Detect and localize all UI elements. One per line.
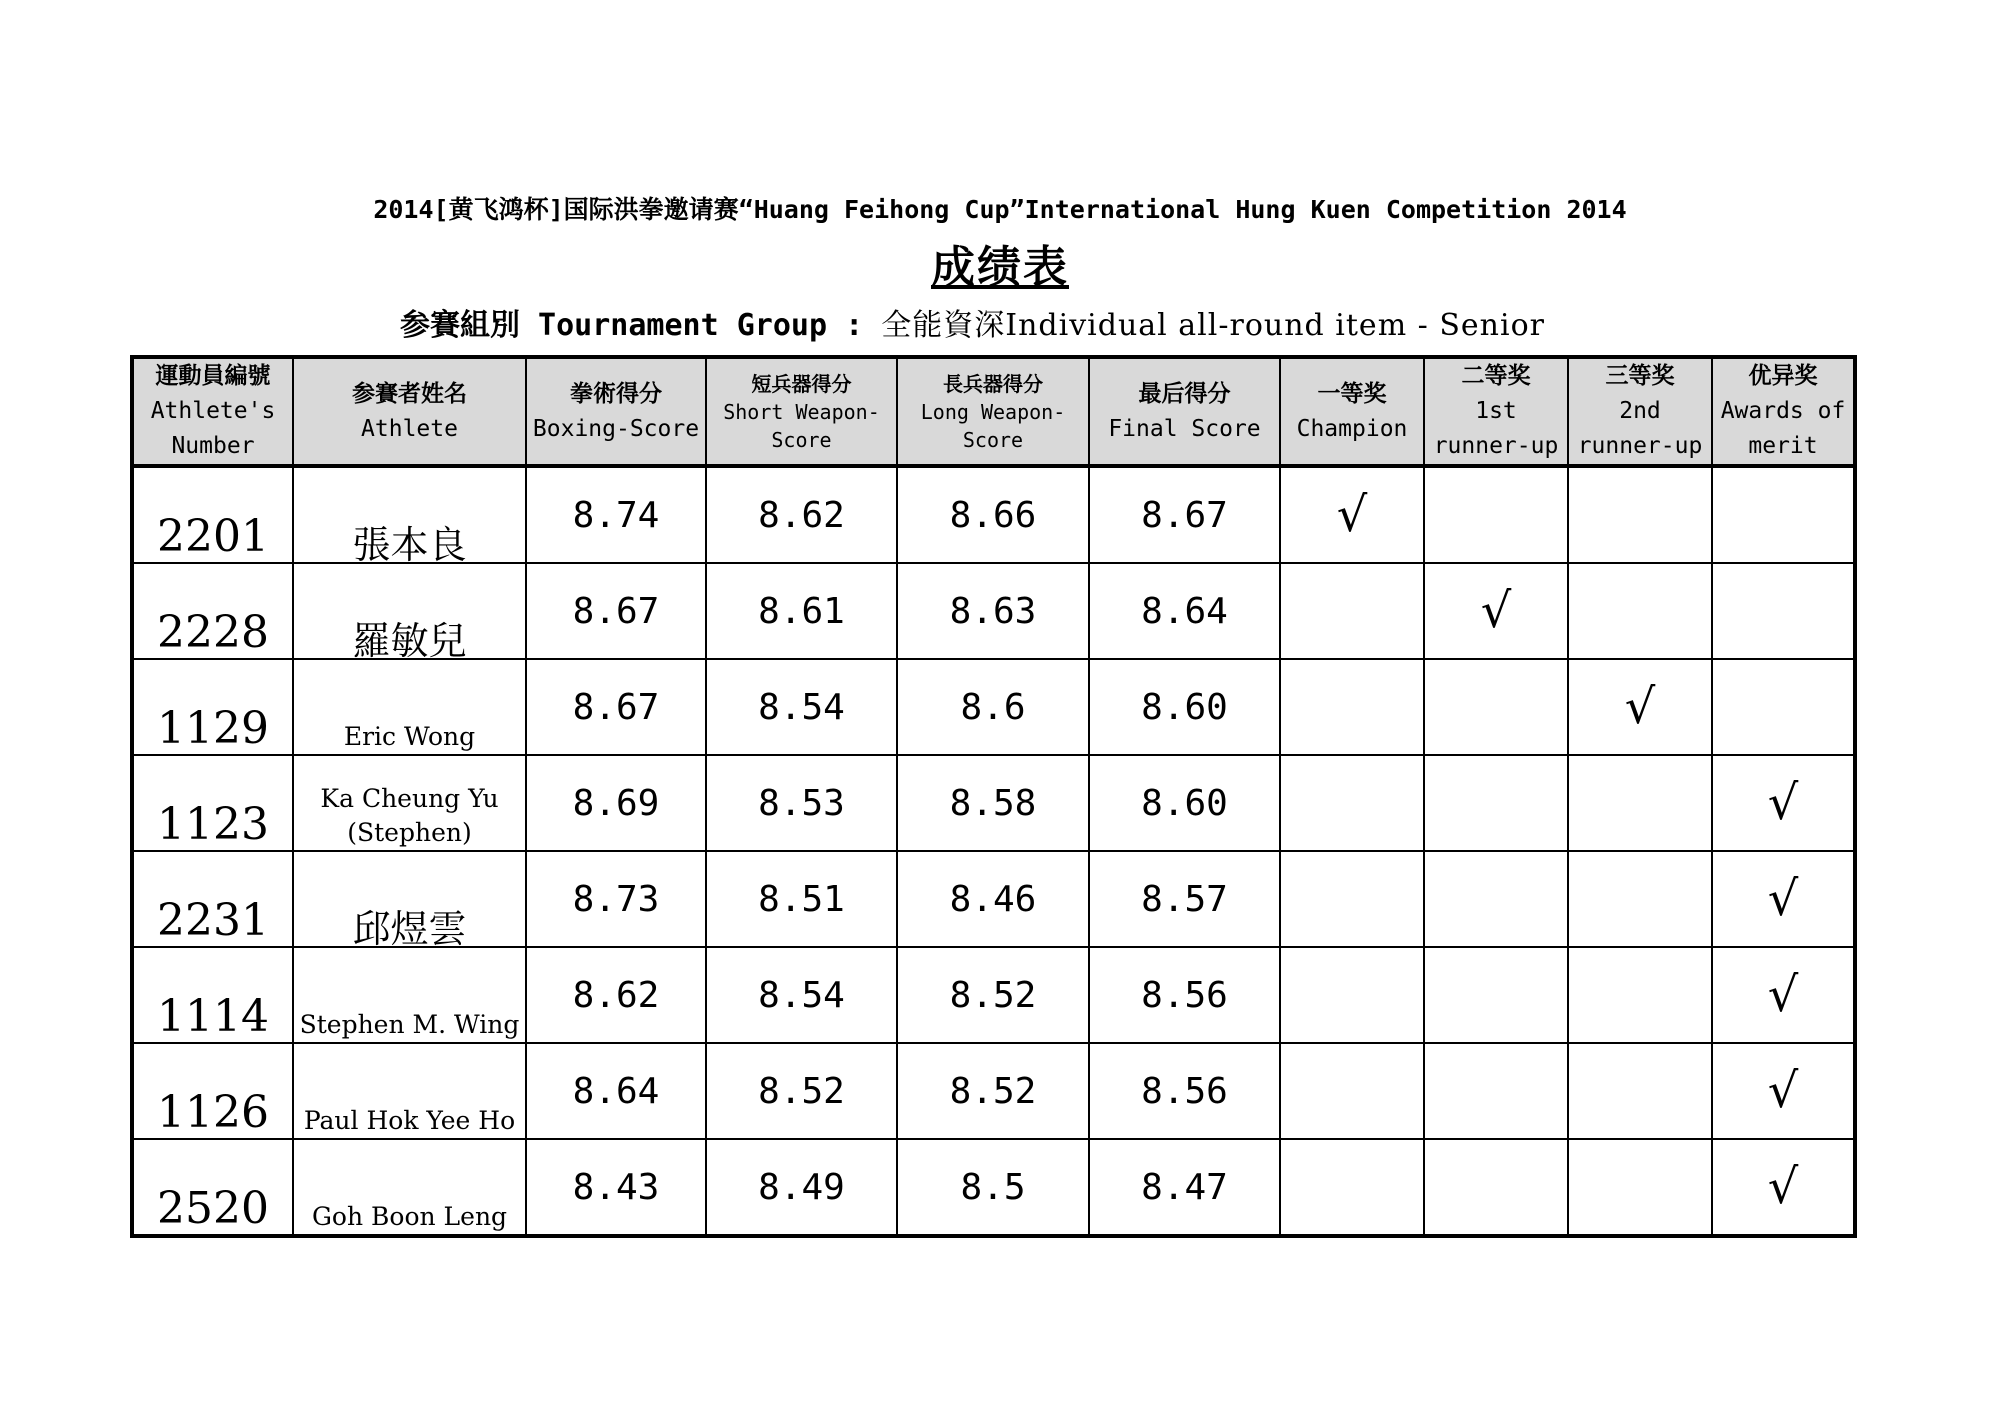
col-header-zh: 拳術得分 [570,380,662,407]
boxing-score: 8.67 [526,563,706,659]
award-cell-second-runner-up [1568,947,1712,1043]
boxing-score: 8.74 [526,466,706,563]
award-cell-merit [1712,466,1855,563]
award-cell-first-runner-up [1424,947,1568,1043]
table-row [132,563,1855,659]
boxing-score: 8.64 [526,1043,706,1139]
short-weapon-score: 8.53 [706,755,897,851]
award-cell-merit [1712,563,1855,659]
check-mark-icon: √ [1624,679,1656,735]
col-header-en: Long Weapon-Score [920,399,1066,452]
athlete-number: 2228 [132,563,293,659]
results-heading: 成绩表 [931,242,1069,293]
col-header-en: Short Weapon-Score [723,399,880,452]
athlete-name: Stephen M. Wing [293,947,526,1043]
award-cell-champion [1280,563,1424,659]
award-cell-first-runner-up [1424,851,1568,947]
award-cell-first-runner-up [1424,1139,1568,1236]
final-score: 8.56 [1089,947,1280,1043]
athlete-name: Ka Cheung Yu (Stephen) [293,755,526,851]
short-weapon-score: 8.49 [706,1139,897,1236]
athlete-name: Goh Boon Leng [293,1139,526,1236]
col-header-en: Final Score [1108,415,1261,442]
col-header-first-runner-up [1424,357,1568,466]
short-weapon-score: 8.51 [706,851,897,947]
tournament-group-label: 参賽組別 Tournament Group [400,308,828,343]
award-cell-second-runner-up [1568,563,1712,659]
check-mark-icon: √ [1336,487,1368,543]
award-cell-second-runner-up [1568,1139,1712,1236]
check-mark-icon: √ [1767,1159,1799,1215]
col-header-en: Athlete [361,415,458,442]
athlete-number: 1129 [132,659,293,755]
award-cell-first-runner-up [1424,466,1568,563]
long-weapon-score: 8.52 [897,947,1089,1043]
col-header-long-weapon [897,357,1089,466]
short-weapon-score: 8.54 [706,947,897,1043]
award-cell-second-runner-up [1568,466,1712,563]
award-cell-merit [1712,1043,1855,1139]
athlete-name: 張本良 [293,466,526,563]
final-score: 8.60 [1089,755,1280,851]
long-weapon-score: 8.52 [897,1043,1089,1139]
award-cell-champion [1280,755,1424,851]
athlete-number: 1123 [132,755,293,851]
award-cell-merit [1712,851,1855,947]
award-cell-merit [1712,659,1855,755]
short-weapon-score: 8.52 [706,1043,897,1139]
athlete-name: 邱煜雲 [293,851,526,947]
short-weapon-score: 8.61 [706,563,897,659]
results-body [132,466,1855,1236]
check-mark-icon: √ [1767,871,1799,927]
award-cell-champion [1280,851,1424,947]
athlete-name: Eric Wong [293,659,526,755]
competition-title: 2014[黄飞鸿杯]国际洪拳邀请赛“Huang Feihong Cup”International Hung Kuen Competition 2014 [373,195,1627,224]
col-header-en: Boxing-Score [532,415,700,442]
long-weapon-score: 8.58 [897,755,1089,851]
col-header-zh: 最后得分 [1138,380,1231,407]
final-score: 8.64 [1089,563,1280,659]
col-header-athlete [293,357,526,466]
long-weapon-score: 8.5 [897,1139,1089,1236]
athlete-number: 2201 [132,466,293,563]
table-row [132,851,1855,947]
results-table [130,355,1857,1238]
award-cell-first-runner-up [1424,755,1568,851]
award-cell-second-runner-up [1568,755,1712,851]
table-row [132,1139,1855,1236]
table-row [132,466,1855,563]
athlete-number: 2520 [132,1139,293,1236]
award-cell-second-runner-up [1568,851,1712,947]
col-header-zh: 短兵器得分 [751,371,852,396]
col-header-number [132,357,293,466]
boxing-score: 8.43 [526,1139,706,1236]
check-mark-icon: √ [1480,583,1512,639]
long-weapon-score: 8.66 [897,466,1089,563]
tournament-group-colon: : [827,308,882,343]
athlete-name: 羅敏兒 [293,563,526,659]
award-cell-merit [1712,947,1855,1043]
tournament-group [400,300,1545,344]
col-header-boxing [526,357,706,466]
col-header-zh: 三等奖 [1605,363,1675,389]
check-mark-icon: √ [1767,1063,1799,1119]
check-mark-icon: √ [1767,775,1799,831]
final-score: 8.67 [1089,466,1280,563]
award-cell-merit [1712,1139,1855,1236]
col-header-zh: 二等奖 [1461,363,1531,389]
athlete-number: 1114 [132,947,293,1043]
col-header-en: Awards of merit [1720,398,1846,459]
final-score: 8.60 [1089,659,1280,755]
boxing-score: 8.73 [526,851,706,947]
col-header-zh: 長兵器得分 [943,371,1043,396]
boxing-score: 8.67 [526,659,706,755]
col-header-champion [1280,357,1424,466]
table-row [132,947,1855,1043]
final-score: 8.47 [1089,1139,1280,1236]
col-header-zh: 運動員編號 [155,363,271,389]
long-weapon-score: 8.63 [897,563,1089,659]
col-header-en: 2nd runner-up [1577,398,1703,459]
short-weapon-score: 8.62 [706,466,897,563]
athlete-number: 1126 [132,1043,293,1139]
final-score: 8.57 [1089,851,1280,947]
award-cell-champion [1280,947,1424,1043]
award-cell-merit [1712,755,1855,851]
table-row [132,755,1855,851]
award-cell-champion [1280,1043,1424,1139]
col-header-merit [1712,357,1855,466]
col-header-short-weapon [706,357,897,466]
tournament-group-value: 全能資深Individual all-round item - Senior [881,308,1545,343]
boxing-score: 8.69 [526,755,706,851]
short-weapon-score: 8.54 [706,659,897,755]
award-cell-first-runner-up [1424,563,1568,659]
award-cell-first-runner-up [1424,659,1568,755]
boxing-score: 8.62 [526,947,706,1043]
final-score: 8.56 [1089,1043,1280,1139]
col-header-zh: 参賽者姓名 [352,380,467,407]
award-cell-champion [1280,659,1424,755]
award-cell-first-runner-up [1424,1043,1568,1139]
award-cell-second-runner-up [1568,659,1712,755]
col-header-second-runner-up [1568,357,1712,466]
award-cell-champion [1280,1139,1424,1236]
col-header-zh: 优异奖 [1748,363,1818,389]
award-cell-champion [1280,466,1424,563]
long-weapon-score: 8.6 [897,659,1089,755]
col-header-en: Athlete's Number [150,398,276,459]
check-mark-icon: √ [1767,967,1799,1023]
long-weapon-score: 8.46 [897,851,1089,947]
col-header-final [1089,357,1280,466]
col-header-en: Champion [1296,415,1408,442]
col-header-en: 1st runner-up [1433,398,1559,459]
table-row [132,1043,1855,1139]
athlete-number: 2231 [132,851,293,947]
header-row [132,357,1855,466]
col-header-zh: 一等奖 [1317,380,1387,407]
table-row [132,659,1855,755]
award-cell-second-runner-up [1568,1043,1712,1139]
athlete-name: Paul Hok Yee Ho [293,1043,526,1139]
